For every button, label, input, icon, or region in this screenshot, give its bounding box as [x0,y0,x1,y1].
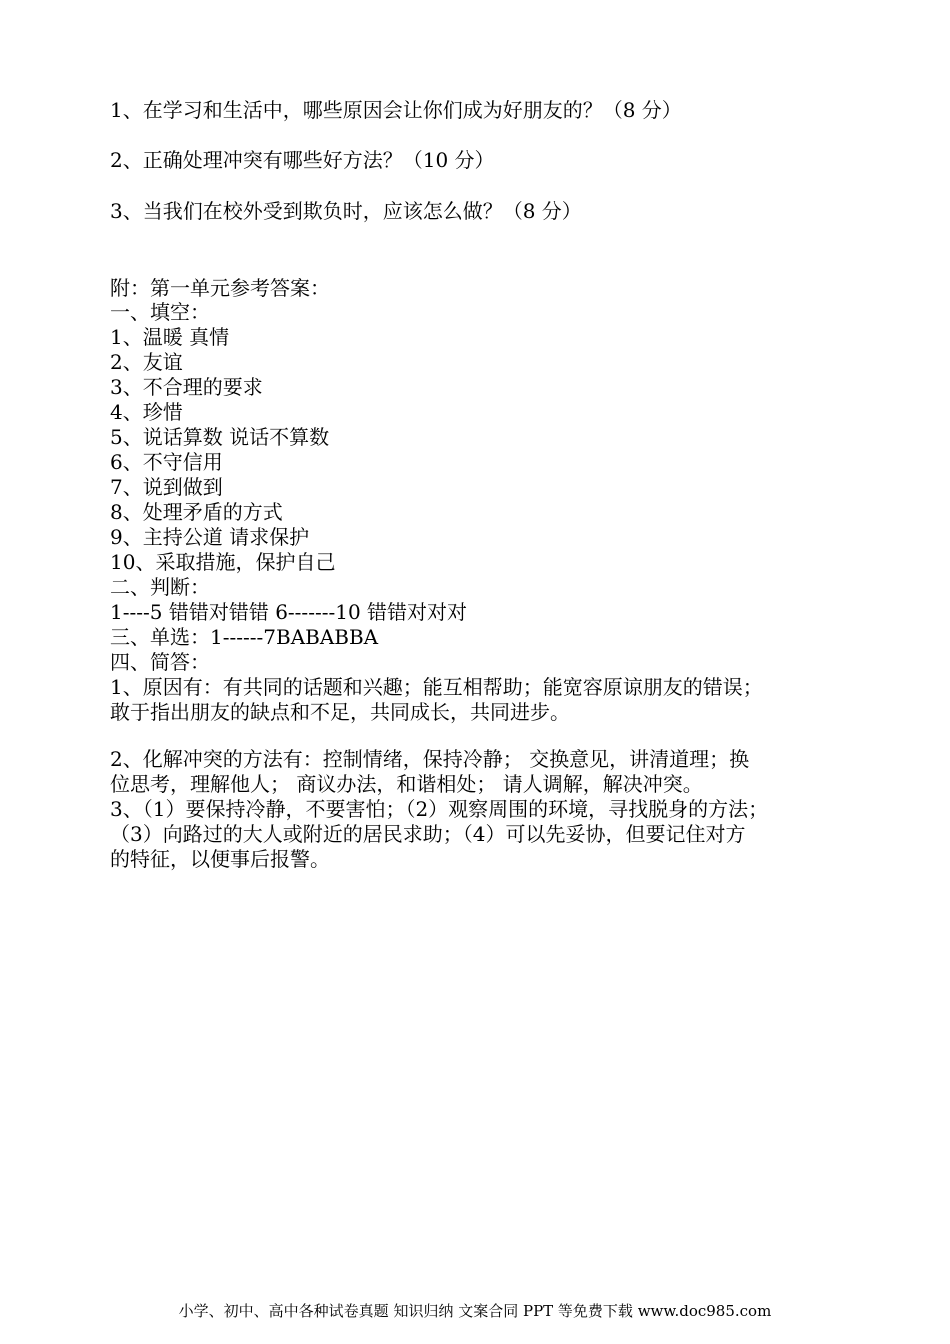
fill-answer-4: 4、珍惜 [110,400,183,424]
short-answer-line: 敢于指出朋友的缺点和不足，共同成长，共同进步。 [110,700,570,724]
question-2: 2、正确处理冲突有哪些好方法？（10 分） [110,148,495,172]
fill-answer-8: 8、处理矛盾的方式 [110,500,283,524]
section-fill-title: 一、填空： [110,300,210,324]
fill-answer-5: 5、说话算数 说话不算数 [110,425,330,449]
section-judgment-title: 二、判断： [110,575,210,599]
answers-title: 附：第一单元参考答案： [110,276,330,300]
fill-answer-1: 1、温暖 真情 [110,325,230,349]
short-answer-line: 的特征，以便事后报警。 [110,847,330,871]
judgment-answer: 1----5 错错对错错 6-------10 错错对对对 [110,600,468,624]
question-3: 3、当我们在校外受到欺负时，应该怎么做？（8 分） [110,199,582,223]
short-answer-line: （3）向路过的大人或附近的居民求助；（4）可以先妥协，但要记住对方 [110,822,746,846]
short-answer-line: 位思考，理解他人； 商议办法，和谐相处； 请人调解，解决冲突。 [110,772,703,796]
fill-answer-6: 6、不守信用 [110,450,223,474]
fill-answer-7: 7、说到做到 [110,475,223,499]
short-answer-line: 3、（1）要保持冷静，不要害怕；（2）观察周围的环境，寻找脱身的方法； [110,797,769,821]
fill-answer-2: 2、友谊 [110,350,183,374]
short-answer-line: 2、化解冲突的方法有：控制情绪，保持冷静； 交换意见，讲清道理；换 [110,747,750,771]
section-short-answer-title: 四、简答： [110,650,210,674]
single-choice-answer: 三、单选：1------7BABABBA [110,625,379,649]
fill-answer-3: 3、不合理的要求 [110,375,263,399]
short-answer-line: 1、原因有：有共同的话题和兴趣；能互相帮助；能宽容原谅朋友的错误； [110,675,763,699]
page-footer: 小学、初中、高中各种试卷真题 知识归纳 文案合同 PPT 等免费下载 www.doc985.com [178,1302,772,1320]
fill-answer-9: 9、主持公道 请求保护 [110,525,310,549]
fill-answer-10: 10、采取措施，保护自己 [110,550,336,574]
question-1: 1、在学习和生活中，哪些原因会让你们成为好朋友的？（8 分） [110,98,682,122]
